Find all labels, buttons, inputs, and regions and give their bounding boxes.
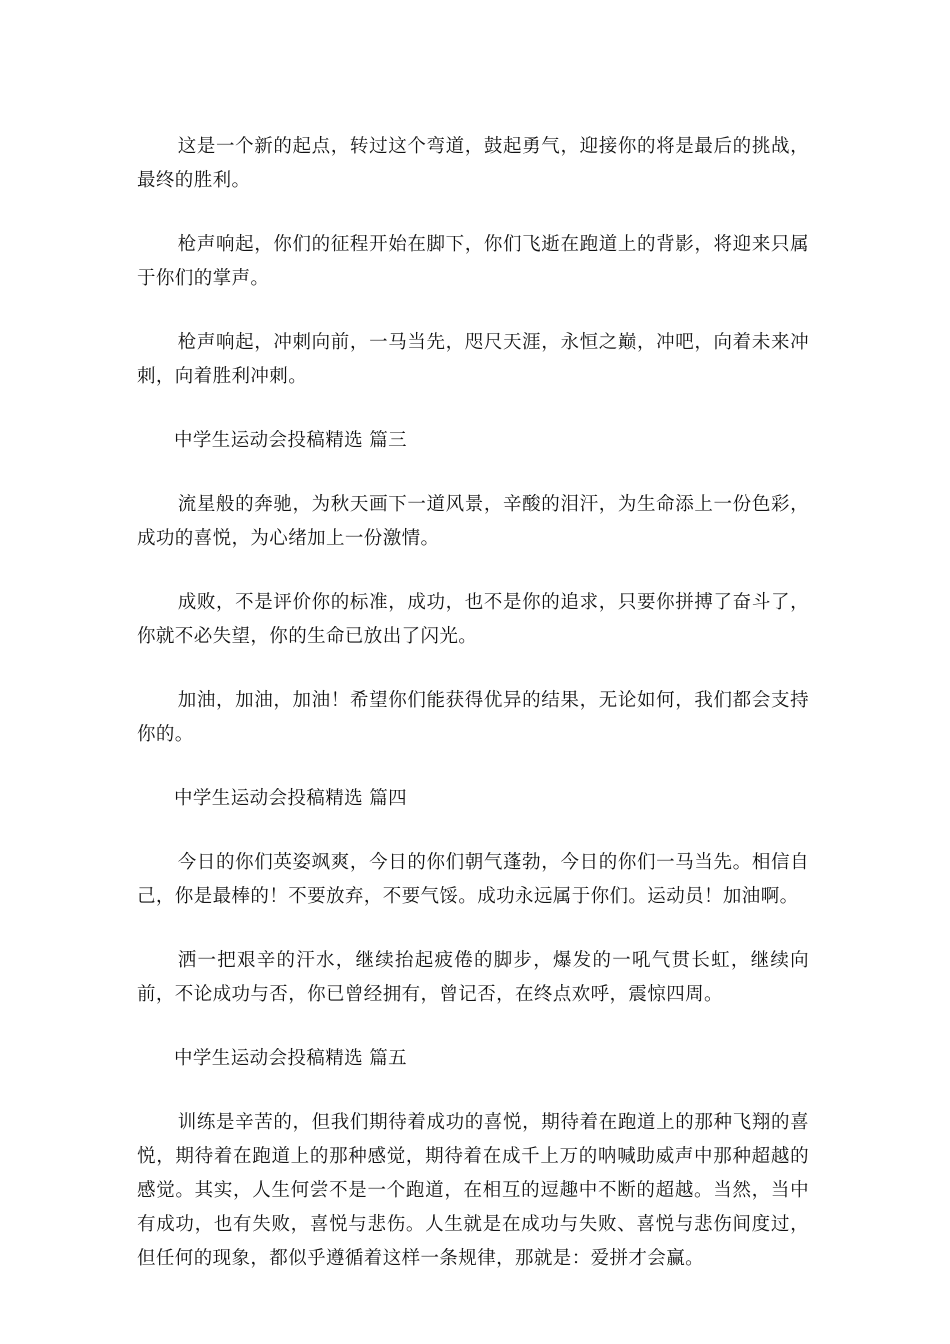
section-heading-5: 中学生运动会投稿精选 篇五 (174, 1048, 408, 1069)
paragraph-3: 枪声响起，冲刺向前，一马当先，咫尺天涯，永恒之巅，冲吧，向着未来冲刺，向着胜利冲刺。 (137, 332, 809, 387)
section-heading-4: 中学生运动会投稿精选 篇四 (174, 788, 408, 809)
paragraph-4: 流星般的奔驰，为秋天画下一道风景，辛酸的泪汗，为生命添上一份色彩，成功的喜悦，为心绪加上一份激情。 (137, 494, 809, 549)
paragraph-6: 加油，加油，加油！希望你们能获得优异的结果，无论如何，我们都会支持你的。 (137, 690, 809, 745)
paragraph-2: 枪声响起，你们的征程开始在脚下，你们飞逝在跑道上的背影，将迎来只属于你们的掌声。 (137, 234, 809, 289)
paragraph-5: 成败，不是评价你的标准，成功，也不是你的追求，只要你拼搏了奋斗了，你就不必失望，你的生命已放出了闪光。 (137, 592, 809, 647)
paragraph-1: 这是一个新的起点，转过这个弯道，鼓起勇气，迎接你的将是最后的挑战，最终的胜利。 (137, 136, 809, 191)
paragraph-7: 今日的你们英姿飒爽，今日的你们朝气蓬勃，今日的你们一马当先。相信自己，你是最棒的！不要放弃，不要气馁。成功永远属于你们。运动员！加油啊。 (137, 852, 809, 907)
paragraph-9: 训练是辛苦的，但我们期待着成功的喜悦，期待着在跑道上的那种飞翔的喜悦，期待着在跑道上的那种感觉，期待着在成千上万的呐喊助威声中那种超越的感觉。其实，人生何尝不是一个跑道，在相互的逗趣中不断的超越。当然，当中有成功，也有失败，喜悦与悲伤。人生就是在成功与失败、喜悦与悲伤间度过，但任何的现象，都似乎遵循着这样一条规律，那就是：爱拼才会赢。 (137, 1112, 809, 1269)
section-heading-3: 中学生运动会投稿精选 篇三 (174, 430, 408, 451)
paragraph-8: 洒一把艰辛的汗水，继续抬起疲倦的脚步，爆发的一吼气贯长虹，继续向前，不论成功与否，你已曾经拥有，曾记否，在终点欢呼，震惊四周。 (137, 950, 809, 1005)
document-body (137, 130, 809, 1306)
